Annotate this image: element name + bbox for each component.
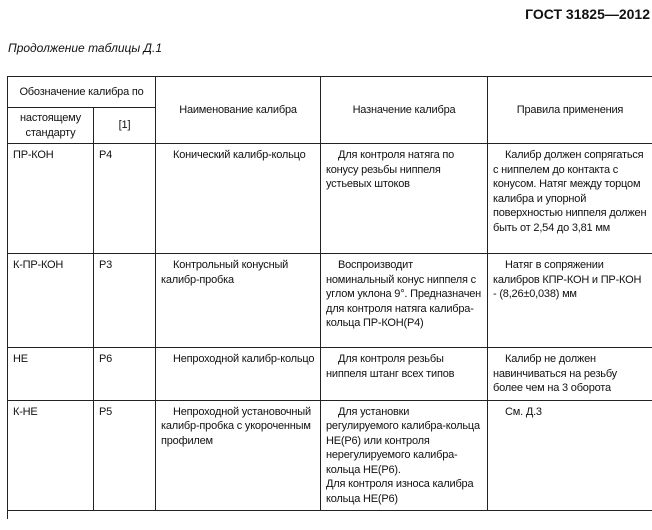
table-row bbox=[8, 144, 652, 254]
continued-cell bbox=[8, 511, 652, 520]
table-row-continued bbox=[8, 511, 652, 520]
header-rules: Правила применения bbox=[488, 77, 652, 144]
cell-code: ПР-КОН bbox=[8, 144, 94, 254]
cell-code: К-НЕ bbox=[8, 400, 94, 511]
cell-code: К-ПР-КОН bbox=[8, 254, 94, 348]
table-caption: Продолжение таблицы Д.1 bbox=[8, 41, 163, 55]
header-purpose: Назначение калибра bbox=[321, 77, 488, 144]
header-ref: [1] bbox=[94, 108, 156, 144]
cell-purpose: Для контроля натяга по конусу резьбы ниппеля устьевых штоков bbox=[321, 144, 488, 254]
header-name: Наименование калибра bbox=[156, 77, 321, 144]
cell-purpose: Для контроля резьбы ниппеля штанг всех типов bbox=[321, 348, 488, 401]
table-row bbox=[8, 400, 652, 511]
table-row bbox=[8, 254, 652, 348]
standard-number: ГОСТ 31825—2012 bbox=[525, 6, 650, 22]
gauge-table bbox=[7, 76, 652, 519]
cell-ref: Р5 bbox=[94, 400, 156, 511]
cell-name: Конический калибр-кольцо bbox=[156, 144, 321, 254]
cell-purpose: Для установки регулируемого калибра-кольца НЕ(Р6) или контроля нерегулируемого калибра-кольца НЕ(Р6). Для контроля износа калибра кольца НЕ(Р6) bbox=[321, 400, 488, 511]
cell-rules: Калибр должен сопрягаться с ниппелем до контакта с конусом. Натяг между торцом калибра и упорной поверхностью ниппеля должен быть от 2,54 до 3,81 мм bbox=[488, 144, 652, 254]
cell-name: Непроходной калибр-кольцо bbox=[156, 348, 321, 401]
cell-code: НЕ bbox=[8, 348, 94, 401]
cell-purpose: Воспроизводит номинальный конус ниппеля с углом уклона 9°. Предназначен для контроля натяга калибра-кольца ПР-КОН(Р4) bbox=[321, 254, 488, 348]
header-row bbox=[8, 77, 652, 108]
cell-name: Непроходной установочный калибр-пробка с укороченным профилем bbox=[156, 400, 321, 511]
table-row bbox=[8, 348, 652, 401]
cell-rules: Натяг в сопряжении калибров КПР-КОН и ПР-КОН - (8,26±0,038) мм bbox=[488, 254, 652, 348]
cell-ref: Р3 bbox=[94, 254, 156, 348]
cell-rules: Калибр не должен навинчиваться на резьбу более чем на 3 оборота bbox=[488, 348, 652, 401]
cell-rules: См. Д.3 bbox=[488, 400, 652, 511]
header-this-standard: настоящему стандарту bbox=[8, 108, 94, 144]
cell-ref: Р6 bbox=[94, 348, 156, 401]
cell-ref: Р4 bbox=[94, 144, 156, 254]
cell-name: Контрольный конусный калибр-пробка bbox=[156, 254, 321, 348]
header-designation: Обозначение калибра по bbox=[8, 77, 156, 108]
